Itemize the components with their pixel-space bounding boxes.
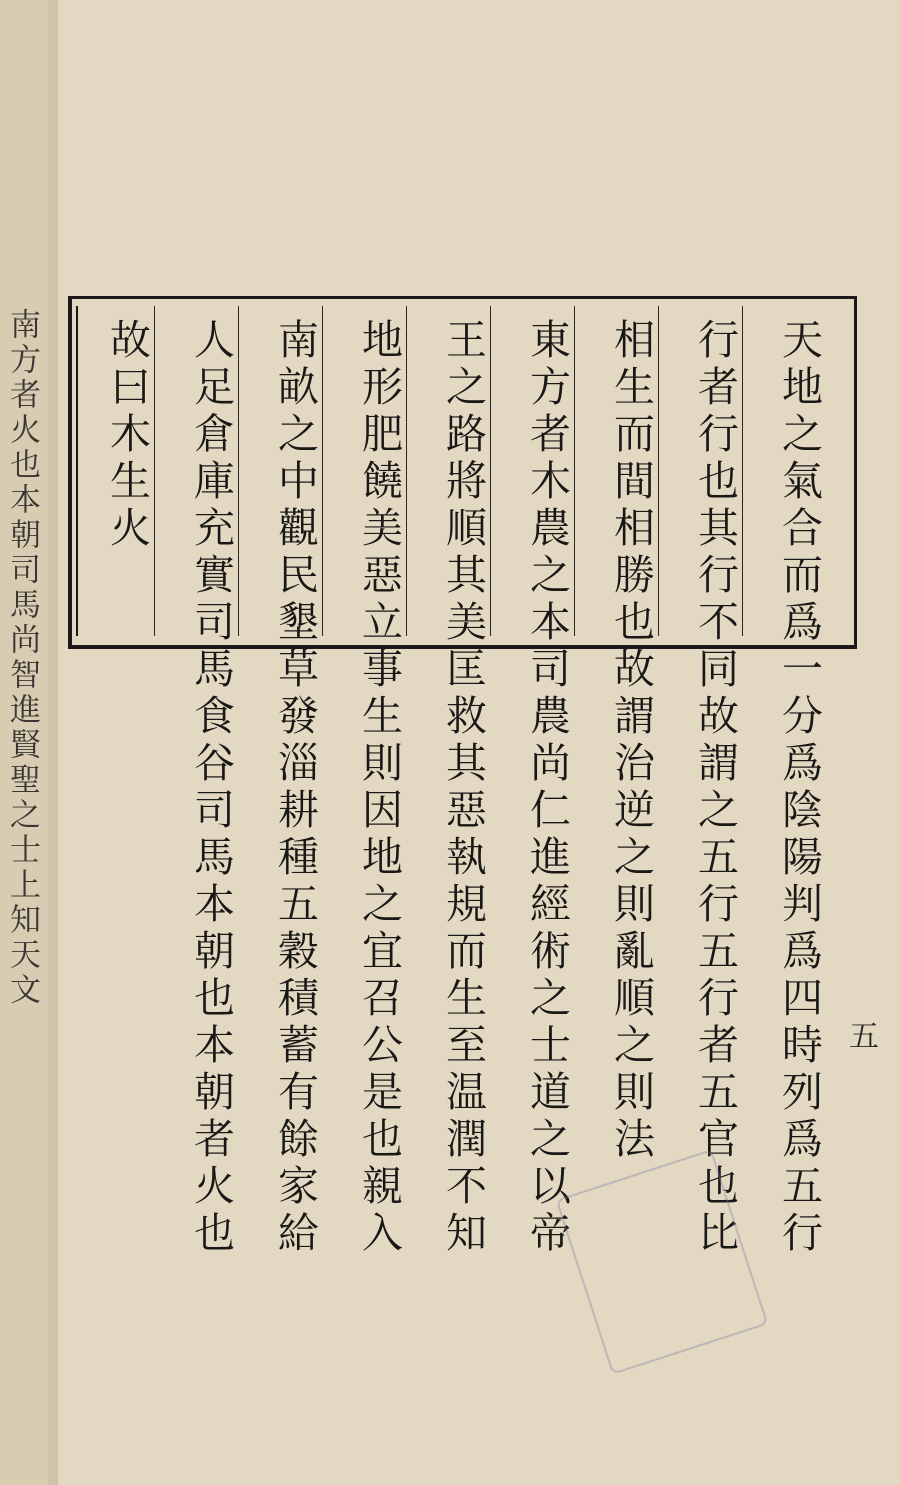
folio-number: 五 xyxy=(843,1020,878,1050)
text-column-9: 故曰木生火 xyxy=(103,318,151,553)
text-column-6: 地形肥饒美惡立事生則因地之宜召公是也親入 xyxy=(355,318,403,1258)
adjacent-page-edge xyxy=(0,0,50,1485)
text-column-5: 王之路將順其美匡救其惡執規而生至温潤不知 xyxy=(439,318,487,1258)
text-column-8: 人足倉庫充實司馬食谷司馬本朝也本朝者火也 xyxy=(187,318,235,1258)
text-column-1: 天地之氣合而爲一分爲陰陽判爲四時列爲五行 xyxy=(775,318,823,1258)
text-column-3: 相生而間相勝也故謂治逆之則亂順之則法 xyxy=(607,318,655,1164)
adjacent-page-text: 南方者火也本朝司馬尚智進賢聖之士上知天文 xyxy=(4,308,40,1008)
text-column-4: 東方者木農之本司農尚仁進經術之士道之以帝 xyxy=(523,318,571,1258)
binding-gutter xyxy=(48,0,58,1485)
text-column-2: 行者行也其行不同故謂之五行五行者五官也比 xyxy=(691,318,739,1258)
text-column-7: 南畝之中觀民墾草發淄耕種五穀積蓄有餘家給 xyxy=(271,318,319,1258)
